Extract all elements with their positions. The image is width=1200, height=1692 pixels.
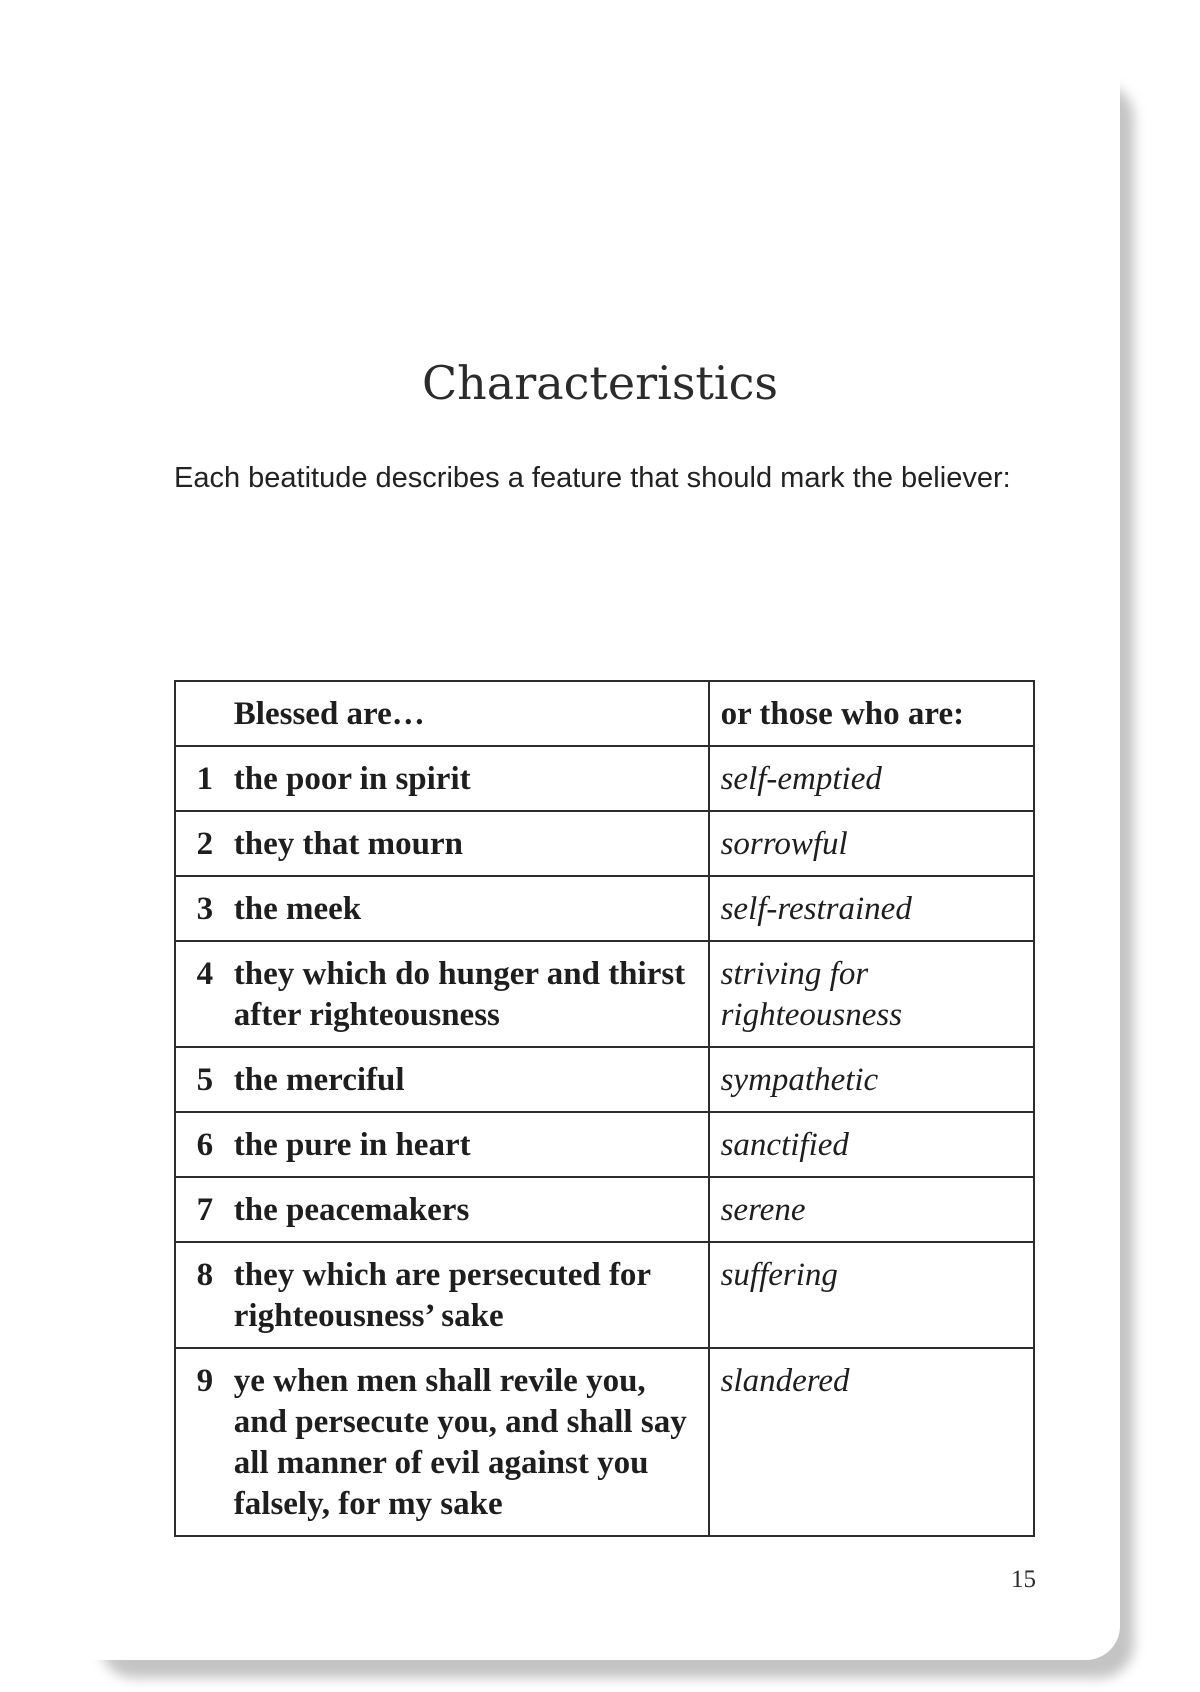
- beatitudes-table: [174, 680, 1035, 1537]
- row-blessed: the meek: [234, 876, 709, 941]
- row-blessed: they that mourn: [234, 811, 709, 876]
- table-row: [175, 1348, 1034, 1536]
- row-number: 4: [175, 941, 234, 1047]
- page-title: Characteristics: [421, 356, 778, 410]
- row-blessed: they which are persecuted for righteousness’ sake: [234, 1242, 709, 1348]
- table-row: [175, 746, 1034, 811]
- table-row: [175, 811, 1034, 876]
- table-row: [175, 1242, 1034, 1348]
- row-number: 6: [175, 1112, 234, 1177]
- table-row: [175, 1047, 1034, 1112]
- header-blessed: Blessed are…: [234, 681, 709, 746]
- row-or-those: striving for righteousness: [709, 941, 1034, 1047]
- row-blessed: the peacemakers: [234, 1177, 709, 1242]
- header-or-those: or those who are:: [709, 681, 1034, 746]
- row-or-those: suffering: [709, 1242, 1034, 1348]
- row-number: 9: [175, 1348, 234, 1536]
- row-or-those: sympathetic: [709, 1047, 1034, 1112]
- row-number: 3: [175, 876, 234, 941]
- table-row: [175, 1112, 1034, 1177]
- row-blessed: they which do hunger and thirst after righteousness: [234, 941, 709, 1047]
- row-number: 8: [175, 1242, 234, 1348]
- row-or-those: serene: [709, 1177, 1034, 1242]
- page-number: 15: [1011, 1566, 1036, 1593]
- row-or-those: self-restrained: [709, 876, 1034, 941]
- table-row: [175, 876, 1034, 941]
- row-or-those: slandered: [709, 1348, 1034, 1536]
- row-blessed: the merciful: [234, 1047, 709, 1112]
- row-or-those: sorrowful: [709, 811, 1034, 876]
- row-number: 2: [175, 811, 234, 876]
- row-number: 1: [175, 746, 234, 811]
- table-row: [175, 1177, 1034, 1242]
- row-blessed: ye when men shall revile you, and persecute you, and shall say all manner of evil against you falsely, for my sake: [234, 1348, 709, 1536]
- row-blessed: the poor in spirit: [234, 746, 709, 811]
- table-header-row: [175, 681, 1034, 746]
- header-number: [175, 681, 234, 746]
- row-number: 7: [175, 1177, 234, 1242]
- row-number: 5: [175, 1047, 234, 1112]
- row-blessed: the pure in heart: [234, 1112, 709, 1177]
- table-row: [175, 941, 1034, 1047]
- row-or-those: self-emptied: [709, 746, 1034, 811]
- intro-text: Each beatitude describes a feature that should mark the believer:: [174, 462, 1011, 494]
- row-or-those: sanctified: [709, 1112, 1034, 1177]
